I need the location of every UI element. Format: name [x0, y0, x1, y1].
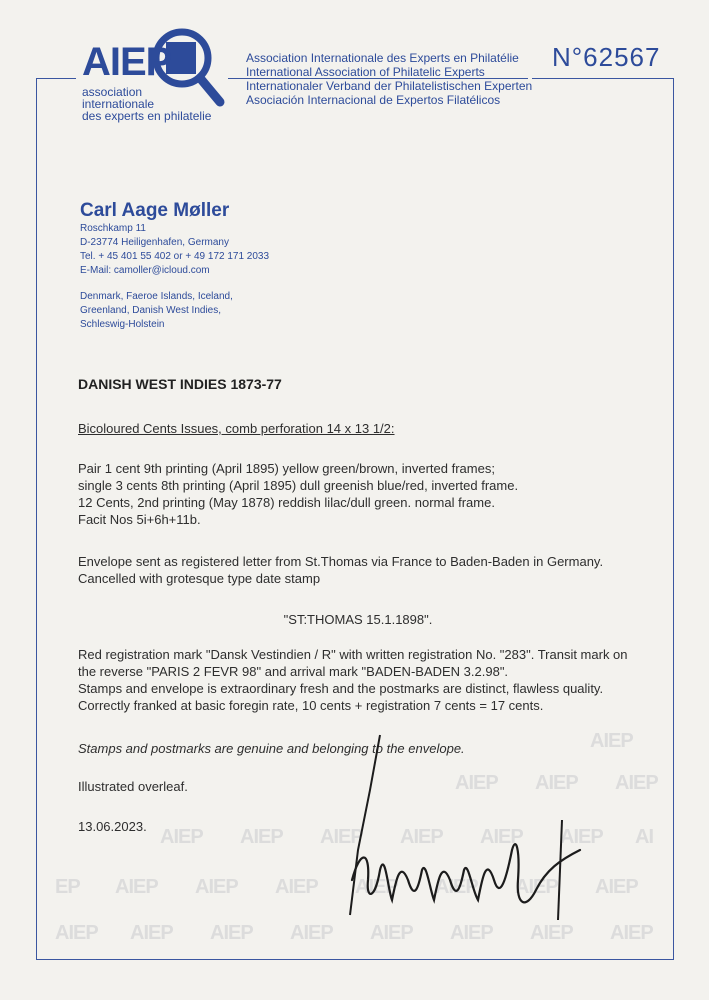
illustrated-note: Illustrated overleaf. — [78, 779, 188, 794]
logo-text: AIEP — [82, 40, 172, 84]
opinion-statement: Stamps and postmarks are genuine and belonging to the envelope. — [78, 741, 465, 756]
description-line: 12 Cents, 2nd printing (May 1878) reddish lilac/dull green. normal frame. — [78, 495, 495, 510]
expert-city: D-23774 Heiligenhafen, Germany — [80, 237, 229, 248]
logo-subtitle: internationale — [82, 97, 155, 111]
description-line: Facit Nos 5i+6h+11b. — [78, 512, 201, 527]
signature — [330, 730, 600, 930]
expert-block — [80, 200, 269, 332]
description-line: single 3 cents 8th printing (April 1895) dull greenish blue/red, inverted frame. — [78, 478, 519, 493]
specialty-line: Greenland, Danish West Indies, — [80, 305, 222, 316]
envelope-line: Cancelled with grotesque type date stamp — [78, 571, 321, 586]
association-name-es: Asociación Internacional de Expertos Filatélicos — [246, 93, 501, 107]
details-line: Correctly franked at basic foregin rate, 10 cents + registration 7 cents = 17 cents. — [78, 698, 544, 713]
certificate-page: AIEP AIEP AIEP AIEP AIEP AIEP AIEP AIEP AIEP AIEP AI EP AIEP AIEP AIEP AIEP AIEP AIEP AIEP AIEP AIEP AIEP AIEP AIEP AIEP AIEP AIEP AIEP association internationale des experts en philatelie Association Internationale des Experts en Philatélie International Association of Philatelic Experts Internationaler Verband der Philatelistischen Experten Asociación Internacional de Expertos Filatélicos N°62567 Carl Aage Møller Roschkamp 11 D-23774 Heiligenhafen, Germany Tel. + 45 401 55 402 or + 49 172 171 2033 E-Mail: camoller@icloud.com Denmark, Faeroe Islands, Iceland, Greenland, Danish West Indies, Schleswig-Holstein DANISH WEST INDIES 1873-77 Bicoloured Cents Issues, comb perforation 14 x 13 1/2: Pair 1 cent 9th printing (April 1895) yellow green/brown, inverted frames; single 3 cents 8th printing (April 1895) dull greenish blue/red, inverted frame. 12 Cents, 2nd printing (May 1878) reddish lilac/dull green. normal frame. Facit Nos 5i+6h+11b. Envelope sent as registered letter from St.Thomas via France to Baden-Baden in Germany. Cancelled with grotesque type date stamp "ST:THOMAS 15.1.1898". Red registration mark "Dansk Vestindien / R" with written registration No. "283". Transit mark on the reverse "PARIS 2 FEVR 98" and arrival mark "BADEN-BADEN 3.2.98". Stamps and envelope is extraordinary fresh and the postmarks are distinct, flawless quality. Correctly franked at basic foregin rate, 10 cents + registration 7 cents = 17 cents. Stamps and postmarks are genuine and belonging to the envelope. Illustrated overleaf. 13.06.2023. — [0, 0, 709, 1000]
logo-subtitle: association — [82, 85, 143, 99]
cancel-stamp-text: "ST:THOMAS 15.1.1898". — [283, 612, 433, 627]
expert-email: E-Mail: camoller@icloud.com — [80, 265, 210, 276]
expert-street: Roschkamp 11 — [80, 223, 146, 234]
association-name-fr: Association Internationale des Experts en Philatélie — [246, 51, 519, 65]
border-frame-top — [36, 78, 76, 79]
description-block — [78, 460, 638, 528]
association-name-de: Internationaler Verband der Philatelistischen Experten — [246, 79, 533, 93]
certificate-title: DANISH WEST INDIES 1873-77 — [78, 376, 282, 392]
envelope-line: Envelope sent as registered letter from St.Thomas via France to Baden-Baden in Germany. — [78, 554, 604, 569]
details-block — [78, 646, 638, 714]
envelope-block — [78, 553, 638, 587]
description-line: Pair 1 cent 9th printing (April 1895) yellow green/brown, inverted frames; — [78, 461, 495, 476]
association-names — [246, 51, 532, 107]
logo-subtitle: des experts en philatelie — [82, 109, 212, 123]
details-line: Red registration mark "Dansk Vestindien / R" with written registration No. "283". Transit mark on — [78, 647, 628, 662]
border-frame-top — [532, 78, 674, 79]
specialty-line: Denmark, Faeroe Islands, Iceland, — [80, 291, 233, 302]
association-name-en: International Association of Philatelic Experts — [246, 65, 485, 79]
details-line: Stamps and envelope is extraordinary fresh and the postmarks are distinct, flawless quality. — [78, 681, 604, 696]
expert-name: Carl Aage Møller — [80, 200, 230, 221]
certificate-subtitle: Bicoloured Cents Issues, comb perforation 14 x 13 1/2: — [78, 421, 395, 436]
expert-specialties — [80, 290, 269, 332]
specialty-line: Schleswig-Holstein — [80, 319, 165, 330]
expert-phone: Tel. + 45 401 55 402 or + 49 172 171 2033 — [80, 251, 270, 262]
certificate-date: 13.06.2023. — [78, 819, 147, 834]
aiep-logo — [78, 28, 228, 128]
certificate-number: N°62567 — [552, 42, 661, 72]
details-line: the reverse "PARIS 2 FEVR 98" and arrival mark "BADEN-BADEN 3.2.98". — [78, 664, 509, 679]
